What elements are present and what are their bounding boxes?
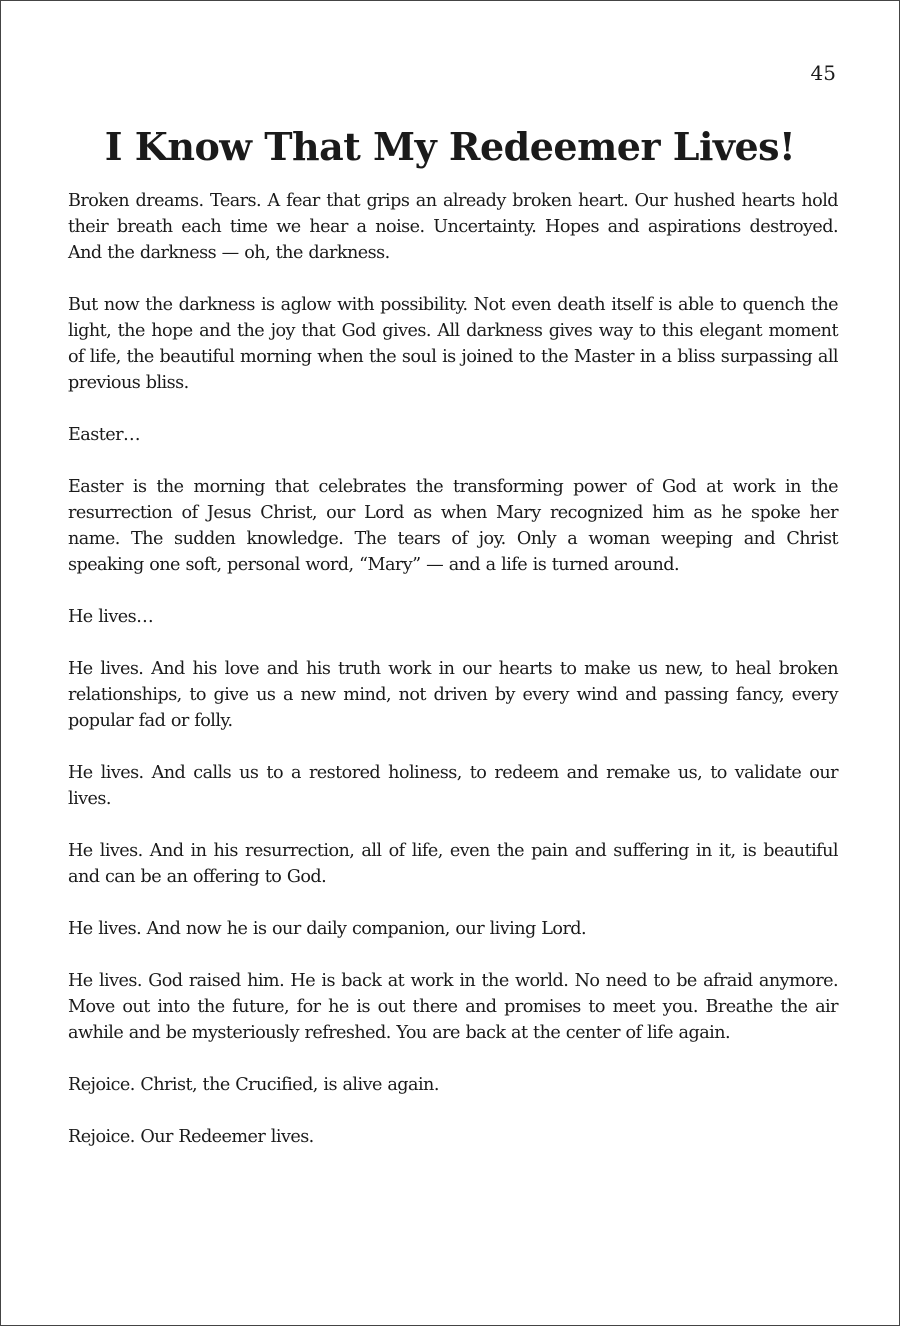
paragraph-6: He lives. And his love and his truth work in our hearts to make us new, to heal broken relationships, to give us a new mind, not driven by every wind and passing fancy, every popular fad or folly. [68, 659, 838, 731]
page-number: 45 [810, 61, 836, 85]
paragraph-12: Rejoice. Our Redeemer lives. [68, 1127, 314, 1147]
paragraph-10: He lives. God raised him. He is back at work in the world. No need to be afraid anymore. Move out into the future, for he is out there and promises to meet you. Breathe the air awhile and be mysteriously refreshed. You are back at the center of life again. [68, 971, 838, 1043]
paragraph-2: But now the darkness is aglow with possibility. Not even death itself is able to quench the light, the hope and the joy that God gives. All darkness gives way to this elegant moment of life, the beautiful morning when the soul is joined to the Master in a bliss surpassing all previous bliss. [68, 295, 838, 393]
paragraph-11: Rejoice. Christ, the Crucified, is alive again. [68, 1075, 439, 1095]
paragraph-8: He lives. And in his resurrection, all of life, even the pain and suffering in it, is beautiful and can be an offering to God. [68, 841, 838, 887]
paragraph-4: Easter is the morning that celebrates the transforming power of God at work in the resurrection of Jesus Christ, our Lord as when Mary recognized him as he spoke her name. The sudden knowledge. The tears of joy. Only a woman weeping and Christ speaking one soft, personal word, “Mary” — and a life is turned around. [68, 477, 838, 575]
paragraph-5: He lives… [68, 607, 154, 627]
paragraph-1: Broken dreams. Tears. A fear that grips an already broken heart. Our hushed hearts hold their breath each time we hear a noise. Uncertainty. Hopes and aspirations destroyed. And the darkness — oh, the darkness. [68, 191, 838, 263]
paragraph-3: Easter… [68, 425, 140, 445]
paragraph-7: He lives. And calls us to a restored holiness, to redeem and remake us, to validate our lives. [68, 763, 838, 809]
page-title: I Know That My Redeemer Lives! [104, 124, 796, 169]
body-text [68, 188, 838, 1176]
paragraph-9: He lives. And now he is our daily companion, our living Lord. [68, 919, 587, 939]
